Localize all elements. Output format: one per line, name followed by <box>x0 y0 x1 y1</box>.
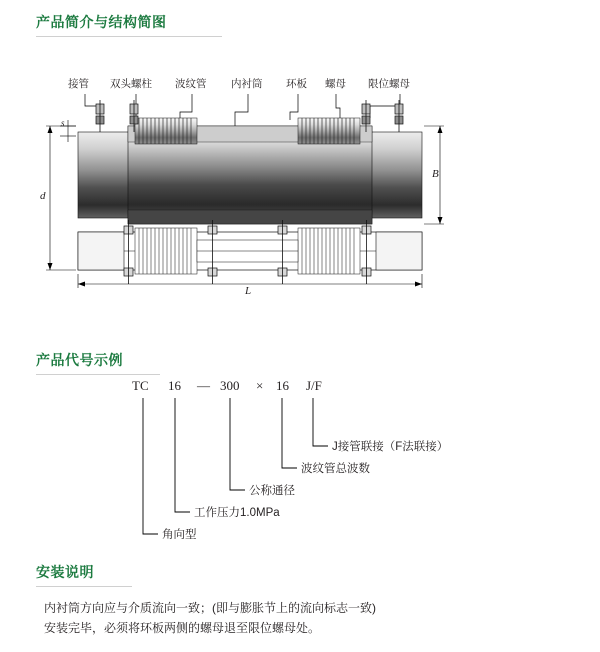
code-desc-0: J接管联接（F法联接） <box>332 441 449 453</box>
dimension-label-L: L <box>245 285 252 297</box>
dimension-label-d: d <box>40 190 46 202</box>
section-title-install: 安装说明 <box>36 564 94 580</box>
code-token-4: × <box>256 378 264 393</box>
product-code-diagram <box>60 378 540 541</box>
code-token-2: — <box>197 378 210 393</box>
code-desc-4: 角向型 <box>162 529 197 541</box>
code-desc-3: 工作压力1.0MPa <box>194 507 280 519</box>
section-title-code: 产品代号示例 <box>36 352 123 368</box>
structure-diagram <box>40 60 560 297</box>
install-note-line-1: 内衬筒方向应与介质流向一致；(即与膨胀节上的流向标志一致) <box>44 601 376 615</box>
callout-label-0: 接管 <box>68 78 89 90</box>
code-token-5: 16 <box>276 378 289 393</box>
callout-label-3: 内衬筒 <box>231 78 263 90</box>
callout-label-1: 双头螺柱 <box>110 78 152 90</box>
code-token-6: J/F <box>306 378 322 393</box>
section-title-intro: 产品简介与结构简图 <box>36 14 167 30</box>
code-desc-2: 公称通径 <box>249 485 295 497</box>
callout-label-2: 波纹管 <box>175 78 207 90</box>
callout-label-5: 螺母 <box>325 78 346 90</box>
code-token-0: TC <box>132 378 149 393</box>
install-note-line-2: 安装完毕，必须将环板两侧的螺母退至限位螺母处。 <box>44 621 321 635</box>
callout-label-6: 限位螺母 <box>368 78 410 90</box>
code-token-3: 300 <box>220 378 240 393</box>
install-notes <box>44 598 564 638</box>
dimension-label-B: B <box>432 168 439 180</box>
code-token-1: 16 <box>168 378 181 393</box>
code-desc-1: 波纹管总波数 <box>301 463 370 475</box>
dimension-label-s: s <box>61 118 65 128</box>
section-underline-intro <box>36 36 222 37</box>
section-underline-install <box>36 586 132 587</box>
section-underline-code <box>36 374 160 375</box>
callout-label-4: 环板 <box>286 78 307 90</box>
